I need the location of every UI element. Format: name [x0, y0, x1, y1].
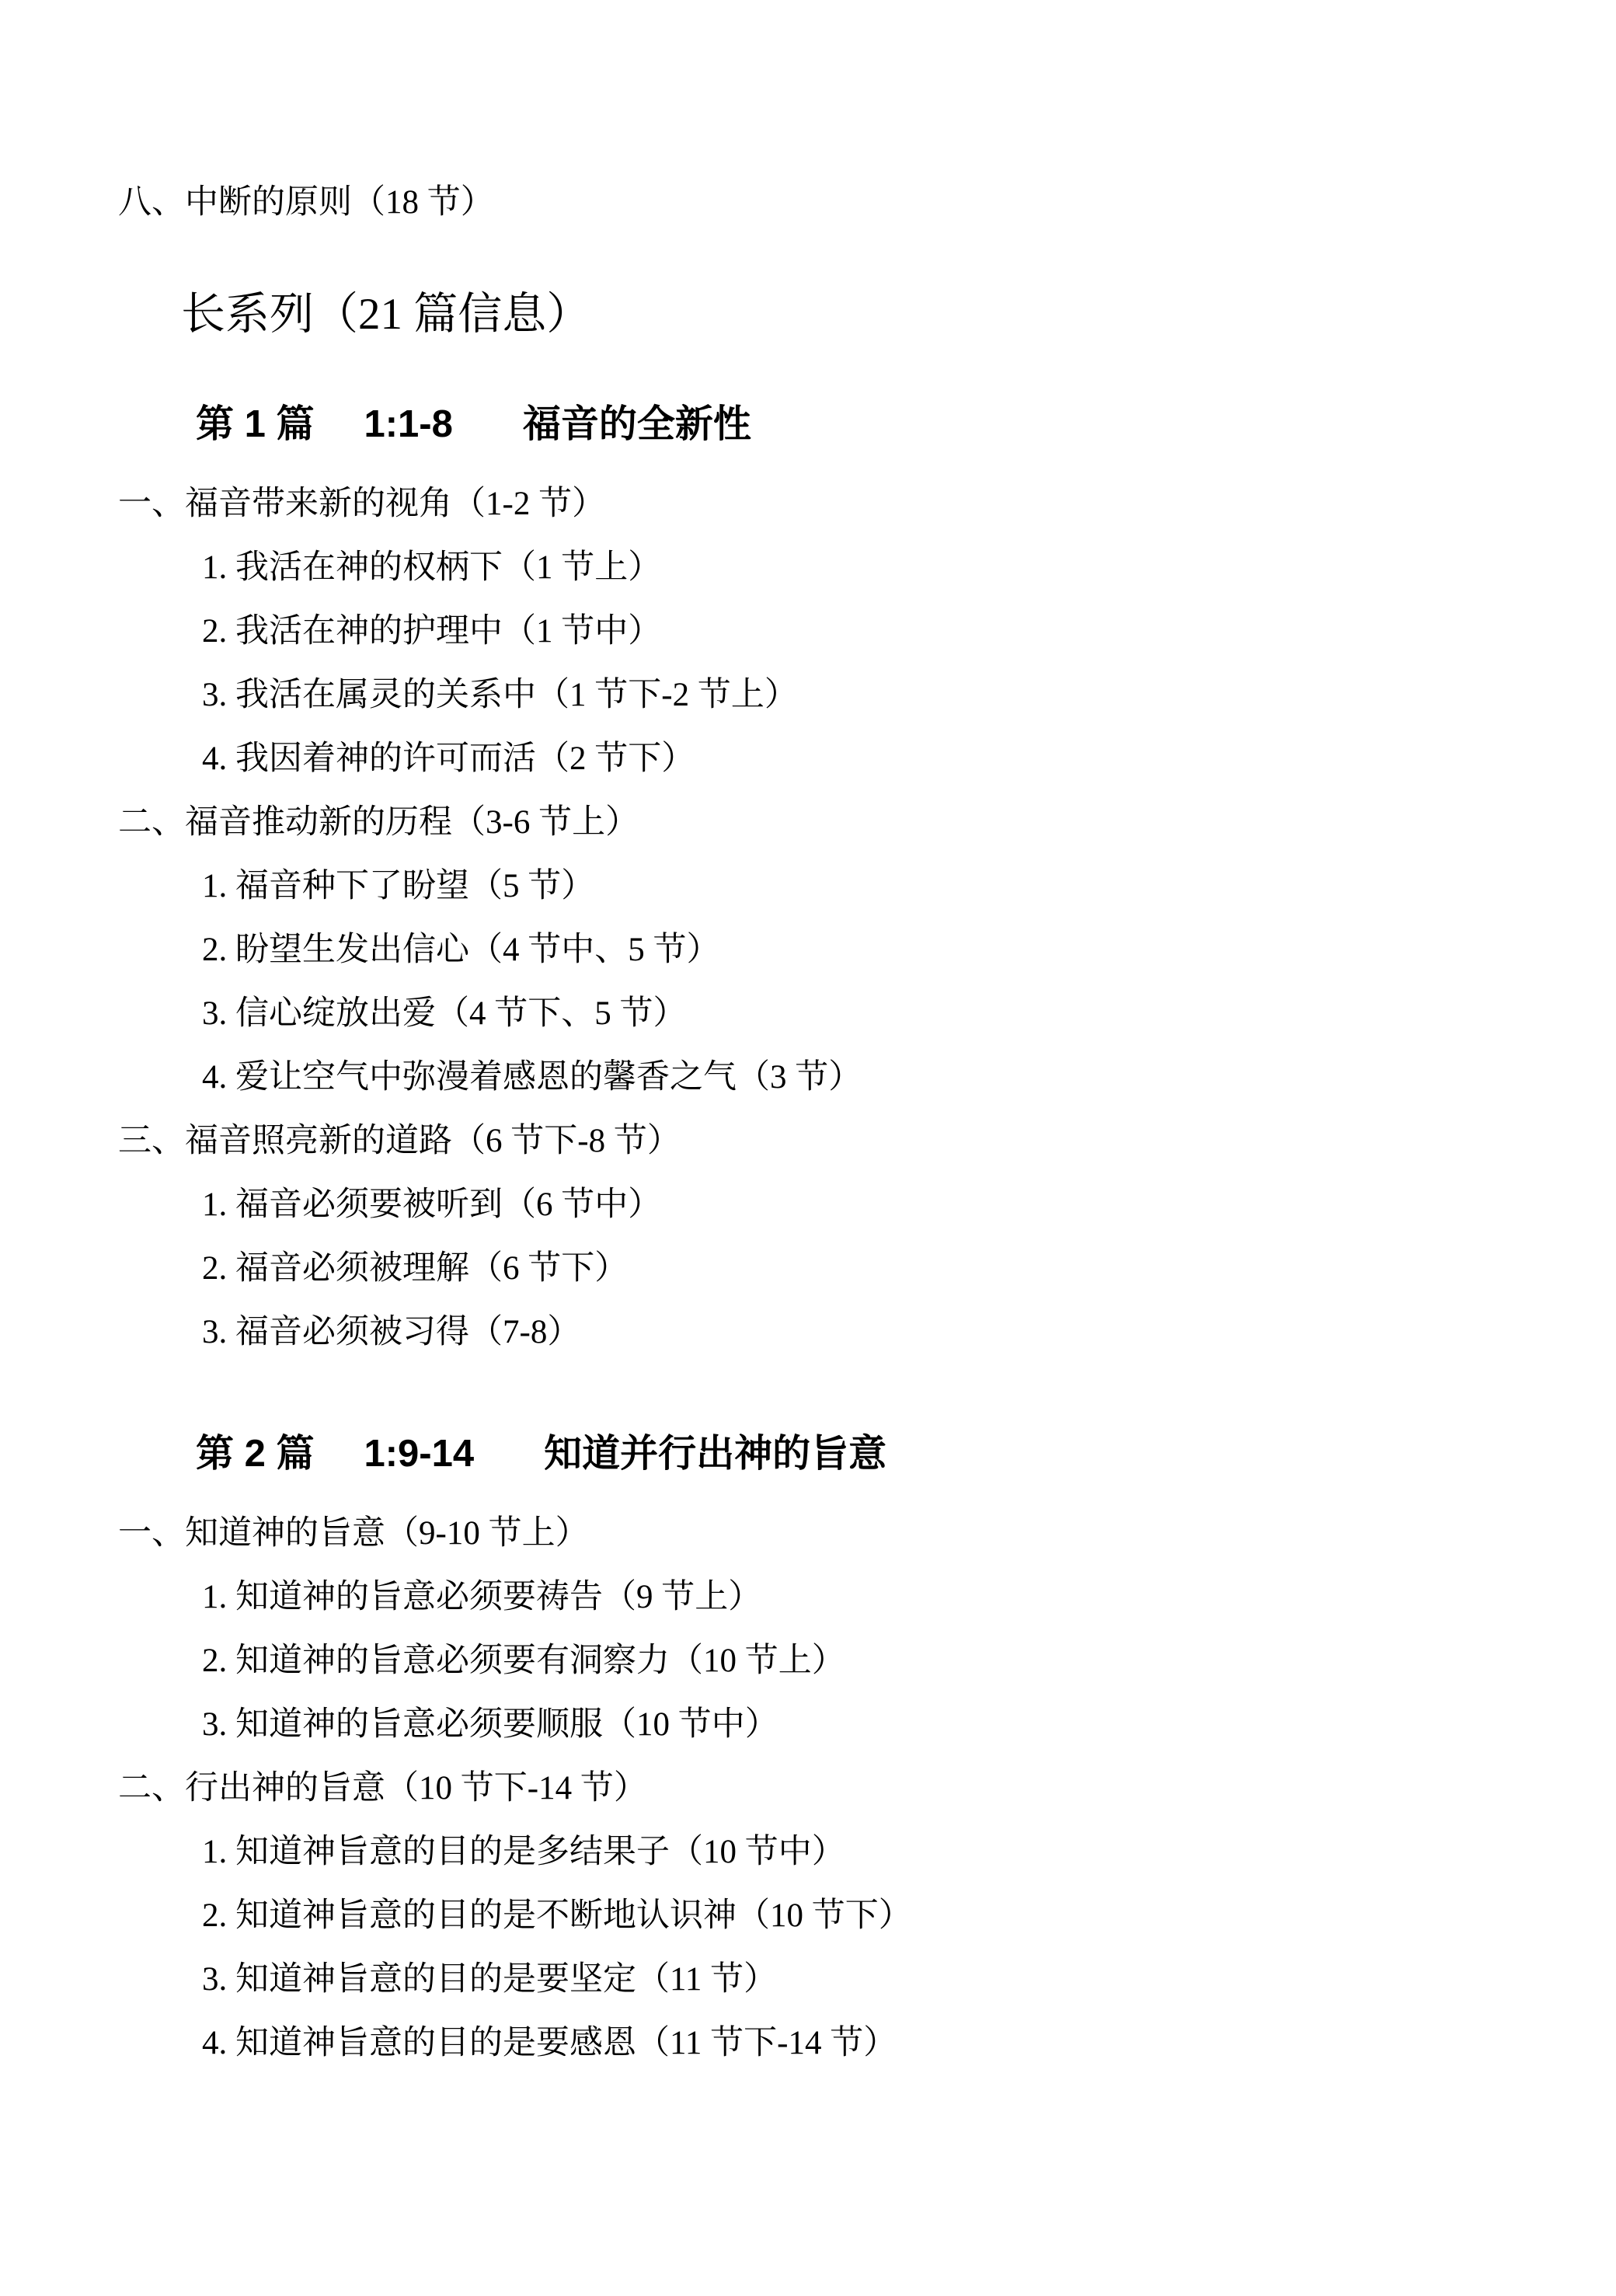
outline-item: 2. 知道神的旨意必须要有洞察力（10 节上）	[202, 1643, 845, 1679]
outline-item: 2. 盼望生发出信心（4 节中、5 节）	[202, 932, 720, 968]
section-1-heading	[196, 404, 1554, 444]
outline-item: 一、福音带来新的视角（1-2 节）	[118, 486, 606, 522]
outline-item: 1. 福音种下了盼望（5 节）	[202, 868, 595, 904]
section-2-heading	[196, 1434, 1554, 1474]
outline-item: 1. 福音必须要被听到（6 节中）	[202, 1186, 662, 1223]
outline-item: 1. 知道神旨意的目的是多结果子（10 节中）	[202, 1834, 845, 1870]
outline-item: 3. 知道神旨意的目的是要坚定（11 节）	[202, 1961, 778, 1998]
outline-item: 1. 知道神的旨意必须要祷告（9 节上）	[202, 1579, 762, 1615]
outline-item: 3. 福音必须被习得（7-8）	[202, 1314, 581, 1350]
outline-item: 2. 福音必须被理解（6 节下）	[202, 1250, 629, 1287]
outline-item: 4. 我因着神的许可而活（2 节下）	[202, 740, 695, 777]
outline-item: 3. 信心绽放出爱（4 节下、5 节）	[202, 995, 687, 1032]
section-1	[118, 404, 1554, 1349]
outline-item: 3. 知道神的旨意必须要顺服（10 节中）	[202, 1706, 778, 1743]
series-title: 长系列（21 篇信息）	[181, 290, 591, 339]
section-2	[118, 1434, 1554, 2060]
section-2-number: 第 2 篇	[196, 1433, 315, 1475]
outline-item: 二、行出神的旨意（10 节下-14 节）	[118, 1770, 647, 1806]
outline-item-carryover: 八、中断的原则（18 节）	[118, 184, 494, 221]
outline-item: 2. 我活在神的护理中（1 节中）	[202, 613, 662, 650]
section-2-outline-list	[118, 1517, 1554, 2060]
outline-item: 4. 知道神旨意的目的是要感恩（11 节下-14 节）	[202, 2025, 897, 2061]
section-1-outline-list	[118, 487, 1554, 1349]
section-2-verse-ref: 1:9-14	[364, 1433, 475, 1475]
outline-item: 二、福音推动新的历程（3-6 节上）	[118, 804, 639, 841]
section-1-verse-ref: 1:1-8	[364, 403, 453, 445]
section-2-title: 知道并行出神的旨意	[544, 1433, 887, 1475]
section-1-number: 第 1 篇	[196, 403, 315, 445]
outline-item: 1. 我活在神的权柄下（1 节上）	[202, 549, 662, 586]
outline-item: 4. 爱让空气中弥漫着感恩的馨香之气（3 节）	[202, 1059, 862, 1096]
section-1-title: 福音的全新性	[522, 403, 751, 445]
outline-item: 三、福音照亮新的道路（6 节下-8 节）	[118, 1123, 681, 1159]
outline-item: 一、知道神的旨意（9-10 节上）	[118, 1515, 589, 1552]
outline-item: 3. 我活在属灵的关系中（1 节下-2 节上）	[202, 677, 798, 713]
outline-item: 2. 知道神旨意的目的是不断地认识神（10 节下）	[202, 1897, 912, 1934]
